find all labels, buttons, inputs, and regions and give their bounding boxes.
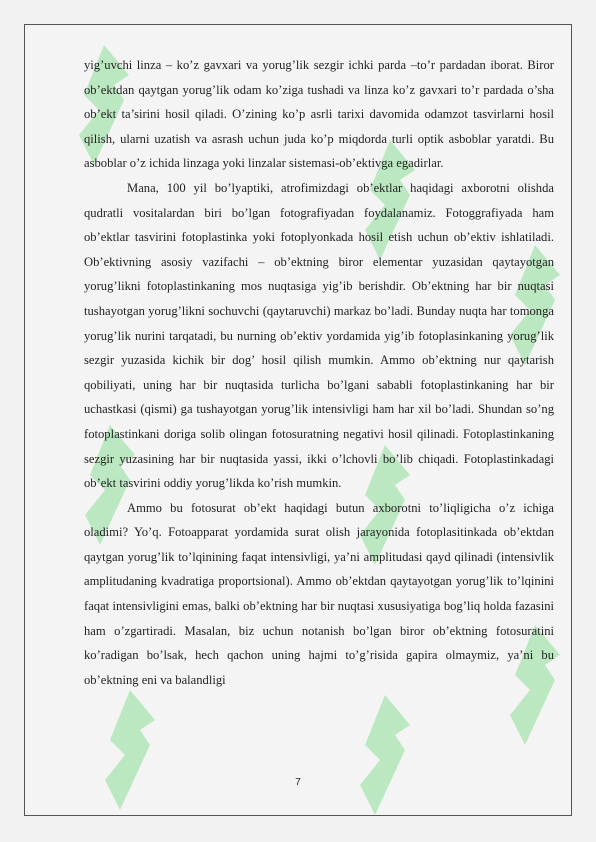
document-body: [84, 53, 554, 692]
page-number: 7: [295, 777, 301, 788]
paragraph: Ammo bu fotosurat ob’ekt haqidagi butun axborotni to’liqligicha o’z ichiga oladimi? Yo’q. Fotoapparat yordamida surat olish jarayonida fotoplasitinkada ob’ektdan qaytgan yorug’lik to’lqinining faqat intensivligi, ya’ni amplitudasi qayd qilinadi (intensivlik amplitudaning kvadratiga proportsional). Ammo ob’ektdan qaytayotgan yorug’lik to’lqinini faqat intensivligini emas, balki ob’ektning har bir nuqtasi xususiyatiga bog’liq holda fazasini ham o’zgartiradi. Masalan, biz uchun notanish bo’lgan biror ob’ektning fotosuratini ko’radigan bo’lsak, hech qachon uning hajmi to’g’risida gapira olmaymiz, ya’ni bu ob’ektning eni va balandligi: [84, 500, 554, 687]
watermark-logo: [355, 690, 415, 820]
paragraph: Mana, 100 yil bo’lyaptiki, atrofimizdagi ob’ektlar haqidagi axborotni olishda qudratli vositalardan biri bo’lgan fotografiyadan foydalanamiz. Fotoggrafiyada ham ob’ektlar tasvirini fotoplastinka yoki fotoplyonkada hosil etish uchun ob’ektiv ishlatiladi. Ob’ektivning asosiy vazifachi – ob’ektning biror elementar yuzasidan qaytayotgan yorug’likni fotoplastinkaning mos nuqtasiga yig’ib berishdir. Ob’ektning har bir nuqtasi tushayotgan yorug’likni sochuvchi (qaytaruvchi) markaz bo’ladi. Bunday nuqta har tomonga yorug’lik nurini tarqatadi, bu nurning ob’ektiv yordamida yig’ib fotoplasinkaning yorug’lik sezgir yuzasida kichik bir dog’ hosil qilish mumkin. Ammo ob’ektning nur qaytarish qobiliyati, uning har bir nuqtasida turlicha bo’lgani sababli fotoplastinkaning har bir uchastkasi (qismi) ga tushayotgan yorug’lik intensivligi ham har xil bo’ladi. Shundan so’ng fotoplastinkani doriga solib olingan fotosuratning negativi hosil qilinadi. Fotoplastinkaning sezgir yuzasining har bir nuqtasida yassi, ikki o’lchovli bo’lib chiqadi. Fotoplastinkadagi ob’ekt tasvirini oddiy yorug’likda ko’rish mumkin.: [84, 180, 554, 491]
watermark-logo: [100, 685, 160, 815]
paragraph: yig’uvchi linza – ko’z gavxari va yorug’lik sezgir ichki parda –to’r pardadan iborat. Biror ob’ektdan qaytgan yorug’lik odam ko’ziga tushadi va linza ko’z gavxari to’r pardada o’sha ob’ekt ta’sirini hosil qiladi. O’zining ko’p asrli tarixi davomida odamzot tasvirlarni hosil qilish, ularni uzatish va asrash uchun juda ko’p miqdorda turli optik asboblar yaratdi. Bu asboblar o’z ichida linzaga yoki linzalar sistemasi-ob’ektivga egadirlar.: [84, 58, 554, 171]
